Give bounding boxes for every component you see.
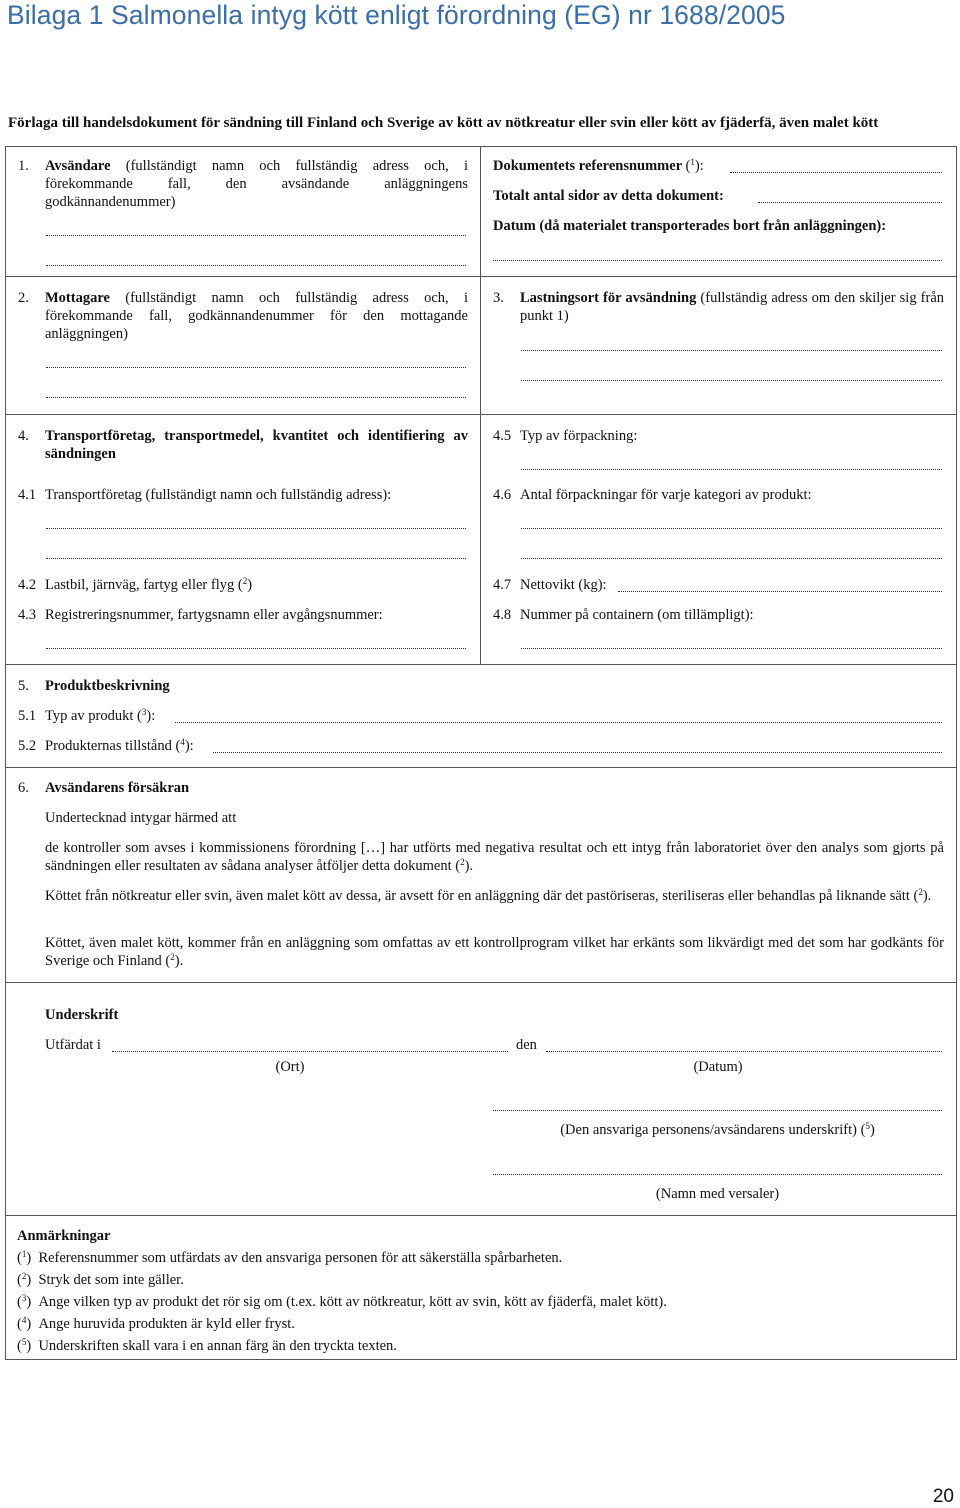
form-intro: Förlaga till handelsdokument för sändning till Finland och Sverige av kött av nötkreatur eller svin eller kött av fjäderfä, även malet kött [8, 115, 879, 131]
carrier-field-line-1[interactable] [46, 528, 466, 529]
sender-field-line-2[interactable] [46, 265, 466, 266]
date-caption: (Datum) [693, 1059, 743, 1075]
loading-place-label-block [520, 289, 944, 325]
footnote-ref: 1 [690, 157, 695, 167]
footnote-ref: 3 [141, 707, 147, 717]
net-weight-field[interactable] [618, 591, 942, 592]
row-divider [5, 664, 957, 665]
loading-place-field-line-2[interactable] [521, 380, 942, 381]
transport-label: Transportföretag, transportmedel, kvantitet och identifiering av sändningen [45, 428, 468, 462]
recipient-label-block [45, 289, 468, 343]
footnote-ref: 2 [918, 887, 923, 897]
declaration-paragraph-1: de kontroller som avses i kommissionens förordning […] har utförts med negativa resultat och ett intyg från laboratoriet över den analys som gjorts på sändningen eller resultaten av sådana analyser åtföljer detta dokument ($^2$). [45, 840, 944, 874]
registration-field[interactable] [46, 648, 466, 649]
notes-label: Anmärkningar [17, 1228, 111, 1244]
footnote-ref: 5 [865, 1121, 870, 1131]
box2-number: 2. [18, 290, 29, 306]
doc-ref-label: Dokumentets referensnummer [493, 158, 682, 174]
sender-label: Avsändare [45, 158, 111, 174]
box6-number: 6. [18, 780, 29, 796]
page-number: 20 [932, 1486, 954, 1507]
item-4-8-number: 4.8 [493, 607, 512, 623]
declaration-label: Avsändarens försäkran [45, 780, 190, 796]
sender-label-block [45, 157, 468, 211]
footnote-ref: 4 [180, 737, 185, 747]
product-type-block: Typ av produkt ($^3$): [45, 707, 156, 724]
row-divider [5, 767, 957, 768]
transport-mode-label: Lastbil, järnväg, fartyg eller flyg [45, 577, 235, 593]
recipient-label: Mottagare [45, 290, 110, 306]
total-pages-label: Totalt antal sidor av detta dokument: [493, 188, 724, 204]
item-4-6-number: 4.6 [493, 487, 512, 503]
signature-caption-block: (Den ansvariga personens/avsändarens underskrift) ($^5$) [560, 1121, 875, 1138]
box5-number: 5. [18, 678, 29, 694]
packaging-type-label: Typ av förpackning: [520, 428, 638, 444]
product-condition-label: Produkternas tillstånd [45, 738, 172, 754]
loading-place-field-line-1[interactable] [521, 350, 942, 351]
note-item: ($^4$) Ange huruvida produkten är kyld eller fryst. [17, 1315, 295, 1332]
place-caption: (Ort) [275, 1059, 305, 1075]
row-divider [5, 414, 957, 415]
loading-place-label: Lastningsort för avsändning [520, 290, 697, 306]
product-condition-field[interactable] [213, 752, 942, 753]
carrier-label: Transportföretag (fullständigt namn och fullständig adress): [45, 487, 392, 503]
sender-description: (fullständigt namn och fullständig adress och, i förekommande fall, den avsändande anläggningens godkännandenummer) [45, 158, 468, 210]
row-divider [5, 1215, 957, 1216]
name-caption: (Namn med versaler) [655, 1186, 780, 1202]
box1-number: 1. [18, 158, 29, 174]
item-4-5-number: 4.5 [493, 428, 512, 444]
page-title: Bilaga 1 Salmonella intyg kött enligt förordning (EG) nr 1688/2005 [7, 0, 786, 30]
product-type-field[interactable] [175, 722, 942, 723]
item-4-7-number: 4.7 [493, 577, 512, 593]
recipient-field-line-1[interactable] [46, 367, 466, 368]
product-type-label: Typ av produkt [45, 708, 134, 724]
total-pages-field[interactable] [758, 202, 942, 203]
item-4-2-number: 4.2 [18, 577, 37, 593]
recipient-description: (fullständigt namn och fullständig adress och, i förekommande fall, godkännandenummer för den mottagande anläggningen) [45, 290, 468, 342]
issued-date-field[interactable] [546, 1051, 942, 1052]
registration-label: Registreringsnummer, fartygsnamn eller avgångsnummer: [45, 607, 383, 623]
packaging-type-field[interactable] [521, 469, 942, 470]
note-item: ($^1$) Referensnummer som utfärdats av den ansvariga personen för att säkerställa spårbarheten. [17, 1249, 563, 1266]
doc-ref-field[interactable] [730, 172, 942, 173]
signature-caption: (Den ansvariga personens/avsändarens underskrift) [560, 1122, 857, 1138]
box3-number: 3. [493, 290, 504, 306]
package-count-field-line-1[interactable] [521, 528, 942, 529]
item-5-2-number: 5.2 [18, 738, 37, 754]
signature-field[interactable] [493, 1110, 942, 1111]
footnote-ref: 2 [170, 952, 175, 962]
transport-mode-block: Lastbil, järnväg, fartyg eller flyg ($^2$) [45, 576, 253, 593]
item-5-1-number: 5.1 [18, 708, 37, 724]
item-4-3-number: 4.3 [18, 607, 37, 623]
note-item: ($^3$) Ange vilken typ av produkt det rör sig om (t.ex. kött av nötkreatur, kött av svin, kött av fjäderfä, malet kött). [17, 1293, 667, 1310]
product-description-label: Produktbeskrivning [45, 678, 170, 694]
loading-place-description: (fullständig adress om den skiljer sig från punkt 1) [520, 290, 945, 324]
doc-ref-block: Dokumentets referensnummer ($^1$): [493, 157, 704, 174]
declaration-paragraph-3: Köttet, även malet kött, kommer från en anläggning som omfattas av ett kontrollprogram vilket har erkänts som likvärdigt med det som har godkänts för Sverige och Finland ($^2$). [45, 935, 944, 969]
product-condition-block: Produkternas tillstånd ($^4$): [45, 737, 194, 754]
recipient-field-line-2[interactable] [46, 397, 466, 398]
issued-on-label: den [516, 1037, 537, 1053]
carrier-field-line-2[interactable] [46, 558, 466, 559]
note-item: ($^5$) Underskriften skall vara i en annan färg än den tryckta texten. [17, 1337, 397, 1354]
name-field[interactable] [493, 1174, 942, 1175]
issued-place-field[interactable] [112, 1051, 508, 1052]
sender-field-line-1[interactable] [46, 235, 466, 236]
package-count-field-line-2[interactable] [521, 558, 942, 559]
issued-at-label: Utfärdat i [45, 1037, 101, 1053]
declaration-paragraph-2: Köttet från nötkreatur eller svin, även malet kött av dessa, är avsett för en anläggning där det pastöriseras, steriliseras eller behandlas på liknande sätt ($^2$). [45, 887, 932, 904]
box4-number: 4. [18, 428, 29, 444]
signature-label: Underskrift [45, 1007, 119, 1023]
net-weight-label: Nettovikt (kg): [520, 577, 607, 593]
transport-date-field[interactable] [493, 260, 942, 261]
note-item: ($^2$) Stryk det som inte gäller. [17, 1271, 184, 1288]
row-divider [5, 276, 957, 277]
package-count-label: Antal förpackningar för varje kategori av produkt: [520, 487, 812, 503]
container-number-field[interactable] [521, 648, 942, 649]
footnote-ref: 2 [242, 576, 248, 586]
transport-date-label: Datum (då materialet transporterades bort från anläggningen): [493, 218, 887, 234]
declaration-intro: Undertecknad intygar härmed att [45, 810, 237, 826]
footnote-ref: 2 [460, 857, 465, 867]
row-divider [5, 982, 957, 983]
column-divider [480, 146, 481, 664]
container-number-label: Nummer på containern (om tillämpligt): [520, 607, 754, 623]
item-4-1-number: 4.1 [18, 487, 37, 503]
